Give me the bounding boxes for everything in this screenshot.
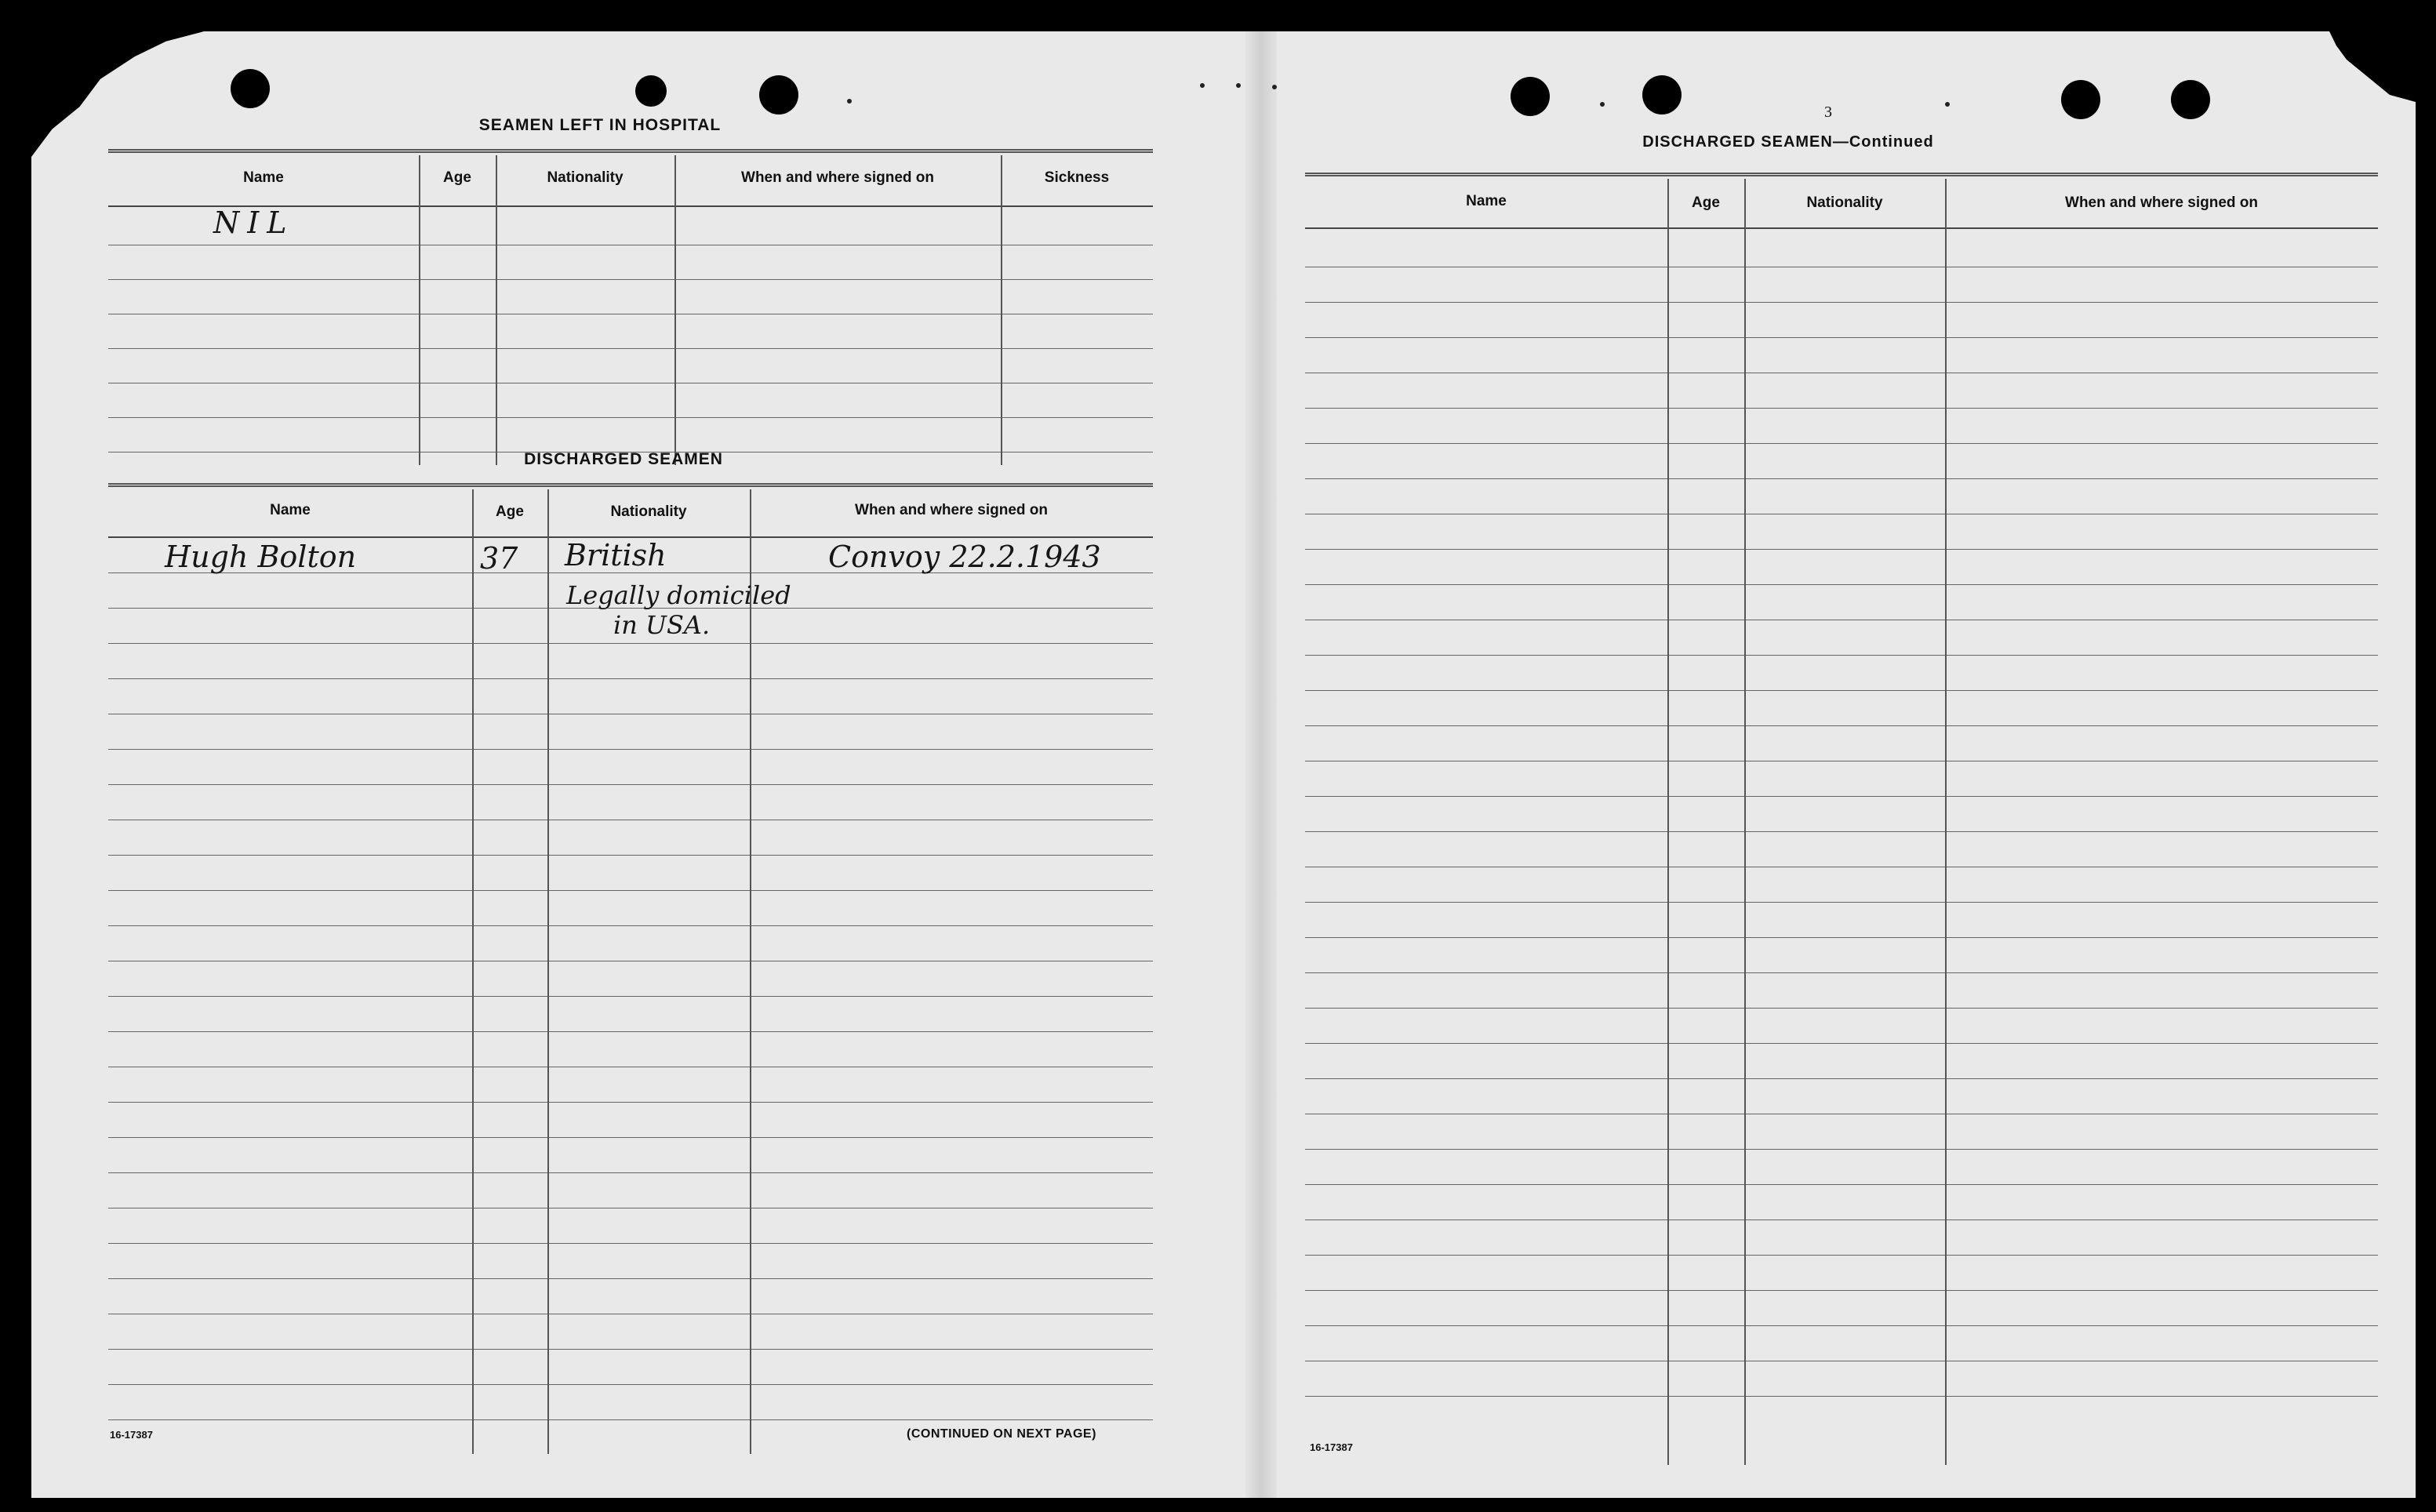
speck bbox=[1945, 102, 1950, 107]
torn-corner-left bbox=[31, 31, 204, 157]
punch-hole bbox=[1511, 77, 1550, 116]
speck bbox=[1272, 85, 1277, 89]
ruled-line bbox=[1305, 478, 2378, 479]
ruled-line bbox=[108, 1243, 1153, 1244]
ruled-line bbox=[108, 1278, 1153, 1279]
ruled-line bbox=[1305, 1008, 2378, 1009]
table-header-rule bbox=[1305, 227, 2378, 229]
ruled-line bbox=[108, 890, 1153, 891]
page-number: 3 bbox=[1824, 104, 1832, 121]
column-header-nationality: Nationality bbox=[610, 503, 687, 520]
ruled-line bbox=[108, 279, 1153, 280]
col-divider bbox=[1001, 155, 1002, 465]
seaman-nationality-note: Legally domiciled bbox=[566, 580, 791, 610]
discharged-section-title: DISCHARGED SEAMEN bbox=[524, 450, 723, 468]
ruled-line bbox=[1305, 443, 2378, 444]
ruled-line bbox=[108, 749, 1153, 750]
table-top-rule bbox=[1305, 173, 2378, 176]
seaman-nationality: British bbox=[565, 538, 667, 572]
ruled-line bbox=[108, 1384, 1153, 1385]
col-divider bbox=[674, 155, 676, 465]
ruled-line bbox=[1305, 549, 2378, 550]
speck bbox=[1236, 83, 1241, 88]
ruled-line bbox=[1305, 1255, 2378, 1256]
ruled-line bbox=[1305, 302, 2378, 303]
ruled-line bbox=[108, 417, 1153, 418]
ruled-line bbox=[108, 643, 1153, 644]
ruled-line bbox=[108, 996, 1153, 997]
col-divider bbox=[1945, 179, 1947, 1465]
hospital-section-title: SEAMEN LEFT IN HOSPITAL bbox=[478, 116, 722, 134]
speck bbox=[1200, 83, 1205, 88]
document-sheet bbox=[31, 31, 2416, 1498]
ruled-line bbox=[108, 925, 1153, 926]
form-number: 16-17387 bbox=[110, 1429, 153, 1441]
col-divider bbox=[1667, 179, 1669, 1465]
speck bbox=[847, 99, 852, 104]
ruled-line bbox=[108, 855, 1153, 856]
ruled-line bbox=[1305, 690, 2378, 691]
handwritten-nil-entry: NIL bbox=[213, 205, 295, 240]
seaman-signed-on: Convoy 22.2.1943 bbox=[828, 540, 1101, 574]
table-top-rule bbox=[108, 483, 1153, 487]
punch-hole bbox=[759, 75, 798, 114]
column-header-signed-on: When and where signed on bbox=[855, 502, 1048, 518]
form-number: 16-17387 bbox=[1310, 1441, 1353, 1453]
column-header-age: Age bbox=[443, 169, 471, 186]
ruled-line bbox=[108, 1172, 1153, 1173]
ruled-line bbox=[108, 1419, 1153, 1420]
seaman-nationality-note: in USA. bbox=[613, 610, 711, 640]
ruled-line bbox=[1305, 655, 2378, 656]
ruled-line bbox=[1305, 1396, 2378, 1397]
col-divider bbox=[496, 155, 497, 465]
column-header-name: Name bbox=[1466, 193, 1507, 209]
punch-hole bbox=[2171, 80, 2210, 119]
table-top-rule bbox=[108, 149, 1153, 153]
ruled-line bbox=[1305, 831, 2378, 832]
ruled-line bbox=[1305, 408, 2378, 409]
punch-hole bbox=[635, 75, 667, 107]
ruled-line bbox=[108, 1031, 1153, 1032]
ruled-line bbox=[1305, 584, 2378, 585]
ruled-line bbox=[1305, 902, 2378, 903]
col-divider bbox=[472, 489, 474, 1454]
column-header-signed-on: When and where signed on bbox=[2065, 194, 2258, 211]
ruled-line bbox=[108, 1102, 1153, 1103]
ruled-line bbox=[1305, 1219, 2378, 1220]
punch-hole bbox=[2061, 80, 2100, 119]
column-header-name: Name bbox=[243, 169, 284, 186]
speck bbox=[1600, 102, 1605, 107]
col-divider bbox=[750, 489, 751, 1454]
ruled-line bbox=[1305, 1184, 2378, 1185]
punch-hole bbox=[231, 69, 270, 108]
col-divider bbox=[419, 155, 420, 465]
ruled-line bbox=[108, 1208, 1153, 1209]
col-divider bbox=[1744, 179, 1746, 1465]
ruled-line bbox=[1305, 1078, 2378, 1079]
ruled-line bbox=[1305, 725, 2378, 726]
ruled-line bbox=[1305, 1149, 2378, 1150]
ruled-line bbox=[1305, 337, 2378, 338]
ruled-line bbox=[108, 1349, 1153, 1350]
continued-note: (CONTINUED ON NEXT PAGE) bbox=[907, 1427, 1096, 1441]
ruled-line bbox=[108, 678, 1153, 679]
column-header-age: Age bbox=[1692, 194, 1720, 211]
ruled-line bbox=[1305, 1043, 2378, 1044]
punch-hole bbox=[1642, 75, 1682, 114]
ruled-line bbox=[108, 784, 1153, 785]
ruled-line bbox=[1305, 796, 2378, 797]
page-fold bbox=[1245, 31, 1277, 1498]
torn-corner-right bbox=[2329, 31, 2416, 102]
column-header-nationality: Nationality bbox=[547, 169, 624, 186]
ruled-line bbox=[1305, 972, 2378, 973]
seaman-age: 37 bbox=[480, 541, 518, 576]
ruled-line bbox=[1305, 1325, 2378, 1326]
column-header-name: Name bbox=[270, 502, 311, 518]
column-header-age: Age bbox=[496, 503, 524, 520]
column-header-sickness: Sickness bbox=[1044, 169, 1110, 186]
ruled-line bbox=[108, 348, 1153, 349]
seaman-name: Hugh Bolton bbox=[165, 540, 357, 574]
discharged-continued-title: DISCHARGED SEAMEN—Continued bbox=[1642, 133, 1934, 151]
column-header-signed-on: When and where signed on bbox=[741, 169, 934, 186]
ruled-line bbox=[108, 1137, 1153, 1138]
col-divider bbox=[547, 489, 549, 1454]
ruled-line bbox=[1305, 937, 2378, 938]
ruled-line bbox=[1305, 1290, 2378, 1291]
column-header-nationality: Nationality bbox=[1806, 194, 1883, 211]
